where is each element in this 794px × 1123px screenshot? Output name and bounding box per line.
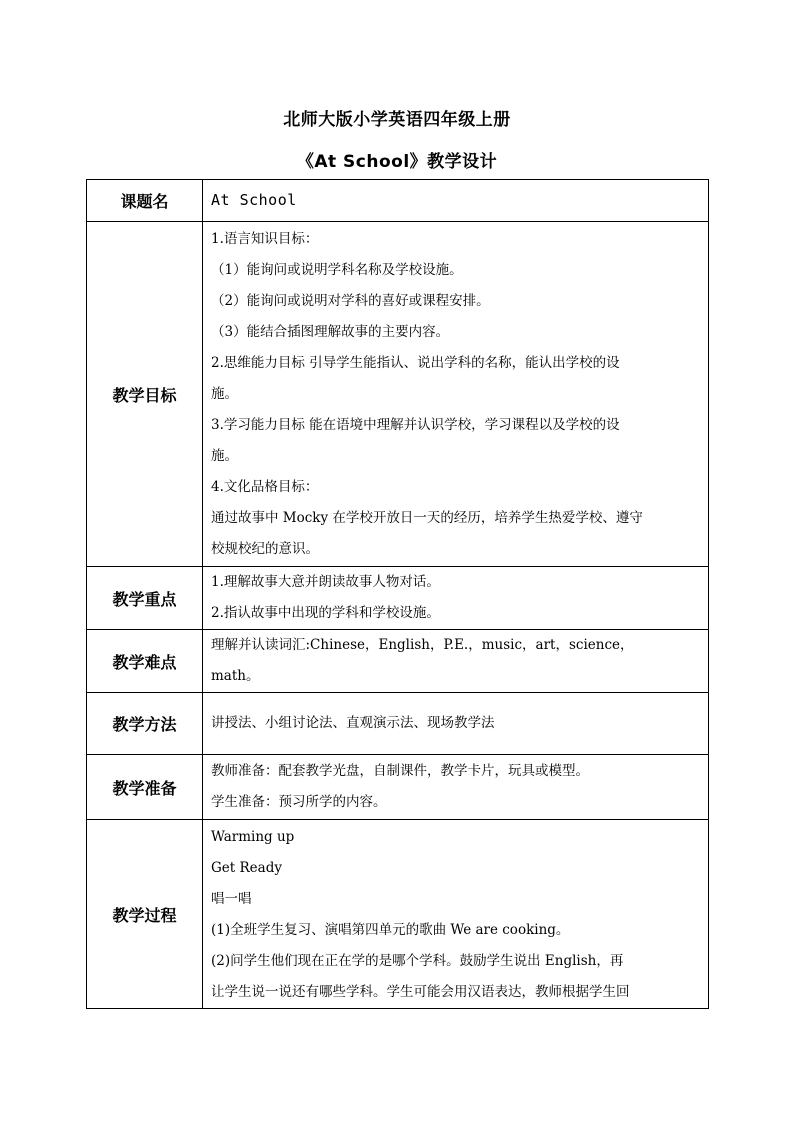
goal-line: （1）能询问或说明学科名称及学校设施。 — [211, 261, 463, 278]
row-content-process — [203, 820, 709, 1009]
row-content-goals — [203, 222, 709, 567]
preparation-line: 学生准备：预习所学的内容。 — [211, 794, 387, 810]
goal-line: 通过故事中 Mocky 在学校开放日一天的经历，培养学生热爱学校、遵守 — [211, 509, 643, 526]
goal-line: 施。 — [211, 385, 238, 402]
row-content-preparation — [203, 755, 709, 820]
process-line: 让学生说一说还有哪些学科。学生可能会用汉语表达，教师根据学生回 — [211, 984, 630, 1000]
document-title: 北师大版小学英语四年级上册 — [283, 110, 511, 130]
table-row-topic — [87, 180, 709, 222]
row-content-key-points — [203, 567, 709, 630]
goal-line: 1.语言知识目标： — [211, 230, 319, 247]
row-label-methods: 教学方法 — [87, 693, 203, 755]
row-label-key-points: 教学重点 — [87, 567, 203, 630]
goal-line: （2）能询问或说明对学科的喜好或课程安排。 — [211, 292, 490, 309]
document-subtitle: 《At School》教学设计 — [296, 152, 498, 172]
process-line: Get Ready — [211, 860, 282, 876]
row-content-methods — [203, 693, 709, 755]
row-label-topic: 课题名 — [87, 180, 203, 222]
table-row-methods — [87, 693, 709, 755]
process-line: (2)问学生他们现在正在学的是哪个学科。鼓励学生说出 English，再 — [211, 953, 624, 969]
goal-line: 校规校纪的意识。 — [211, 540, 319, 557]
process-line: Warming up — [211, 829, 295, 845]
preparation-line: 教师准备：配套教学光盘，自制课件，教学卡片，玩具或模型。 — [211, 763, 589, 779]
table-row-goals — [87, 222, 709, 567]
row-label-difficulties: 教学难点 — [87, 630, 203, 693]
key-point-line: 1.理解故事大意并朗读故事人物对话。 — [211, 574, 440, 590]
row-content-topic — [203, 180, 709, 222]
table-row-key-points — [87, 567, 709, 630]
method-line: 讲授法、小组讨论法、直观演示法、现场教学法 — [211, 715, 495, 731]
key-point-line: 2.指认故事中出现的学科和学校设施。 — [211, 605, 440, 621]
table-row-preparation — [87, 755, 709, 820]
goal-line: 4.文化品格目标： — [211, 478, 319, 495]
table-row-process — [87, 820, 709, 1009]
goal-line: 2.思维能力目标 引导学生能指认、说出学科的名称，能认出学校的设 — [211, 354, 620, 371]
goal-line: 3.学习能力目标 能在语境中理解并认识学校，学习课程以及学校的设 — [211, 416, 620, 433]
process-line: (1)全班学生复习、演唱第四单元的歌曲 We are cooking。 — [211, 922, 570, 938]
lesson-plan-table — [86, 179, 709, 1009]
row-label-preparation: 教学准备 — [87, 755, 203, 820]
difficulty-line: 理解并认读词汇:Chinese，English，P.E.，music，art，science， — [211, 637, 634, 653]
row-label-process: 教学过程 — [87, 820, 203, 1009]
process-line: 唱一唱 — [211, 891, 252, 907]
goal-line: （3）能结合插图理解故事的主要内容。 — [211, 323, 450, 340]
difficulty-line: math。 — [211, 668, 260, 684]
goal-line: 施。 — [211, 447, 238, 464]
table-row-difficulties — [87, 630, 709, 693]
row-label-goals: 教学目标 — [87, 222, 203, 567]
row-content-difficulties — [203, 630, 709, 693]
topic-value: At School — [211, 191, 297, 209]
